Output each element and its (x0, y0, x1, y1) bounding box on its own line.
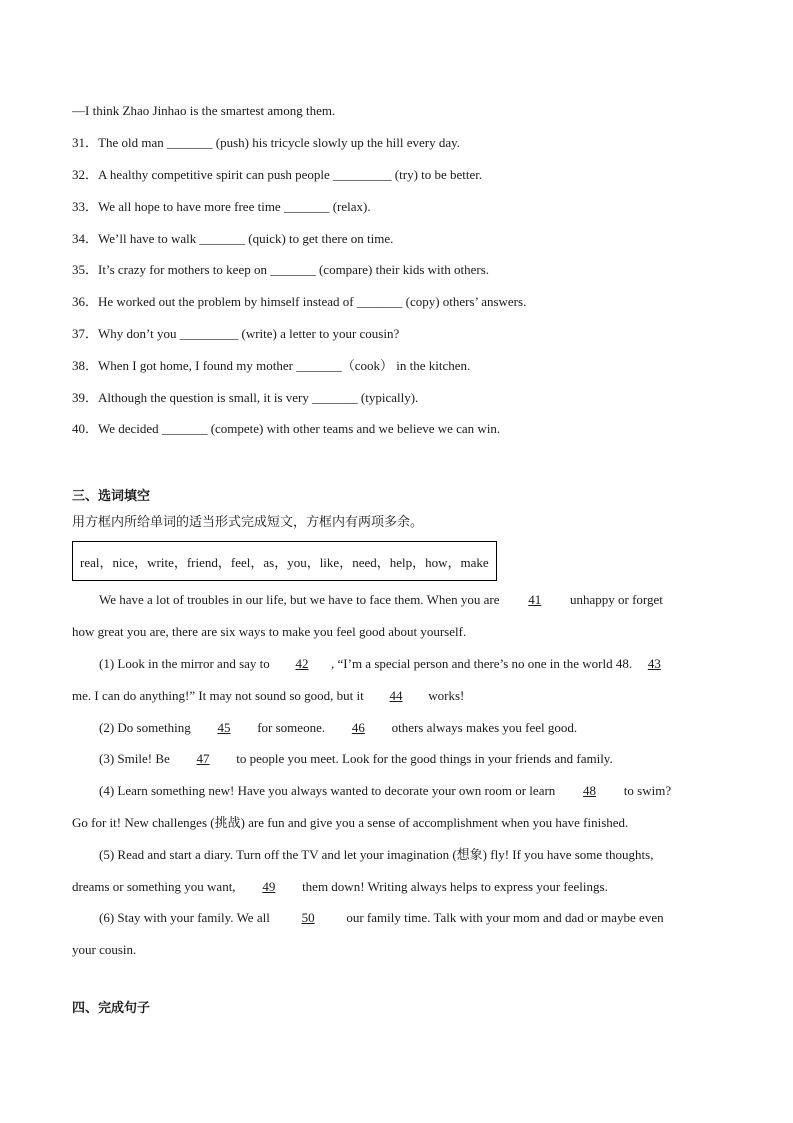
dialogue-line: —I think Zhao Jinhao is the smartest among them. (72, 103, 336, 118)
word-bank-text: real，nice，write，friend，feel，as，you，like，need，help，how，make (80, 554, 489, 570)
gap-48[interactable]: 48 (583, 783, 597, 798)
question-number: 35． (72, 262, 99, 277)
question-text-post: (relax). (329, 199, 371, 214)
question-text-post: (quick) to get there on time. (245, 231, 394, 246)
answer-blank[interactable]: _______ (296, 358, 342, 373)
passage-text: We have a lot of troubles in our life, but we have to face them. When you are (99, 592, 503, 607)
question-text-pre: We all hope to have more free time (98, 199, 284, 214)
passage-text: others always makes you feel good. (388, 720, 578, 735)
question-text-post: (compete) with other teams and we believe we can win. (207, 421, 501, 436)
question-text-pre: We decided (98, 421, 162, 436)
passage-line (72, 879, 722, 895)
question-34 (72, 231, 732, 247)
answer-blank[interactable]: _______ (356, 294, 403, 309)
question-number: 32． (72, 167, 99, 182)
answer-blank[interactable]: _______ (283, 199, 330, 214)
question-33 (72, 199, 732, 215)
question-text-post: (typically). (357, 390, 419, 405)
answer-blank[interactable]: _______ (199, 231, 245, 246)
gap-43[interactable]: 43 (647, 656, 661, 671)
question-number: 39． (72, 390, 99, 405)
question-number: 34． (72, 231, 99, 246)
answer-blank[interactable]: _______ (166, 135, 213, 150)
passage-line (99, 656, 723, 672)
section-4-title: 四、完成句子 (72, 1001, 151, 1016)
question-text-pre: Why don’t you (98, 326, 180, 341)
gap-41[interactable]: 41 (528, 592, 542, 607)
question-number: 40． (72, 421, 99, 436)
answer-blank[interactable]: _________ (179, 326, 239, 341)
gap-47[interactable]: 47 (196, 751, 210, 766)
question-number: 33． (72, 199, 99, 214)
gap-44[interactable]: 44 (389, 688, 403, 703)
question-text-post: (push) his tricycle slowly up the hill every day. (212, 135, 461, 150)
answer-blank[interactable]: _________ (333, 167, 392, 182)
gap-46[interactable]: 46 (351, 720, 365, 735)
question-number: 31． (72, 135, 99, 150)
question-number: 36． (72, 294, 99, 309)
question-36 (72, 294, 732, 310)
question-text-post: (copy) others’ answers. (402, 294, 527, 309)
passage-text: , “I’m a special person and there’s no one in the world 48. (331, 656, 636, 671)
passage-line (99, 910, 723, 926)
passage-line: how great you are, there are six ways to make you feel good about yourself. (72, 624, 467, 639)
question-text-pre: Although the question is small, it is very (98, 390, 313, 405)
question-35 (72, 262, 732, 278)
question-38 (72, 358, 732, 374)
passage-line (99, 783, 723, 799)
question-text-post: （cook） in the kitchen. (341, 358, 471, 373)
answer-blank[interactable]: _______ (161, 421, 208, 436)
passage-text: works! (424, 688, 465, 703)
passage-line (99, 592, 723, 608)
question-31 (72, 135, 732, 151)
passage-text: our family time. Talk with your mom and dad or maybe even (343, 910, 664, 925)
passage-text: them down! Writing always helps to express your feelings. (298, 879, 608, 894)
answer-blank[interactable]: _______ (270, 262, 316, 277)
passage-text: dreams or something you want, (72, 879, 239, 894)
passage-line (99, 720, 723, 736)
question-text-post: (write) a letter to your cousin? (238, 326, 400, 341)
question-text-pre: He worked out the problem by himself instead of (98, 294, 357, 309)
section-3-title: 三、选词填空 (72, 489, 151, 504)
question-text-pre: A healthy competitive spirit can push people (98, 167, 334, 182)
answer-blank[interactable]: _______ (312, 390, 358, 405)
passage-text: for someone. (253, 720, 329, 735)
passage-line: Go for it! New challenges (挑战) are fun and give you a sense of accomplishment when you have finished. (72, 815, 629, 830)
passage-line: your cousin. (72, 942, 137, 957)
gap-42[interactable]: 42 (295, 656, 309, 671)
passage-text: to swim? (620, 783, 672, 798)
passage-text: (6) Stay with your family. We all (99, 910, 274, 925)
gap-50[interactable]: 50 (301, 910, 315, 925)
passage-text: (3) Smile! Be (99, 751, 174, 766)
passage-text: to people you meet. Look for the good things in your friends and family. (233, 751, 613, 766)
question-text-pre: When I got home, I found my mother (98, 358, 297, 373)
gap-45[interactable]: 45 (217, 720, 231, 735)
question-number: 37． (72, 326, 99, 341)
question-37 (72, 326, 732, 342)
passage-text: (1) Look in the mirror and say to (99, 656, 274, 671)
passage-text: unhappy or forget (566, 592, 663, 607)
word-bank-box (72, 541, 497, 581)
question-39 (72, 390, 732, 406)
question-text-pre: The old man (98, 135, 167, 150)
passage-line: (5) Read and start a diary. Turn off the TV and let your imagination (想象) fly! If you have some thoughts, (99, 847, 654, 862)
passage-text: me. I can do anything!” It may not sound so good, but it (72, 688, 367, 703)
section-3-instruction: 用方框内所给单词的适当形式完成短文，方框内有两项多余。 (72, 515, 424, 530)
question-text-pre: It’s crazy for mothers to keep on (98, 262, 271, 277)
question-text-pre: We’ll have to walk (98, 231, 200, 246)
passage-line (99, 751, 723, 767)
question-number: 38． (72, 358, 99, 373)
question-text-post: (compare) their kids with others. (315, 262, 490, 277)
passage-text: (2) Do something (99, 720, 194, 735)
question-text-post: (try) to be better. (391, 167, 483, 182)
passage-line (72, 688, 722, 704)
question-40 (72, 421, 732, 437)
passage-text: (4) Learn something new! Have you always wanted to decorate your own room or learn (99, 783, 559, 798)
question-32 (72, 167, 732, 183)
gap-49[interactable]: 49 (262, 879, 276, 894)
